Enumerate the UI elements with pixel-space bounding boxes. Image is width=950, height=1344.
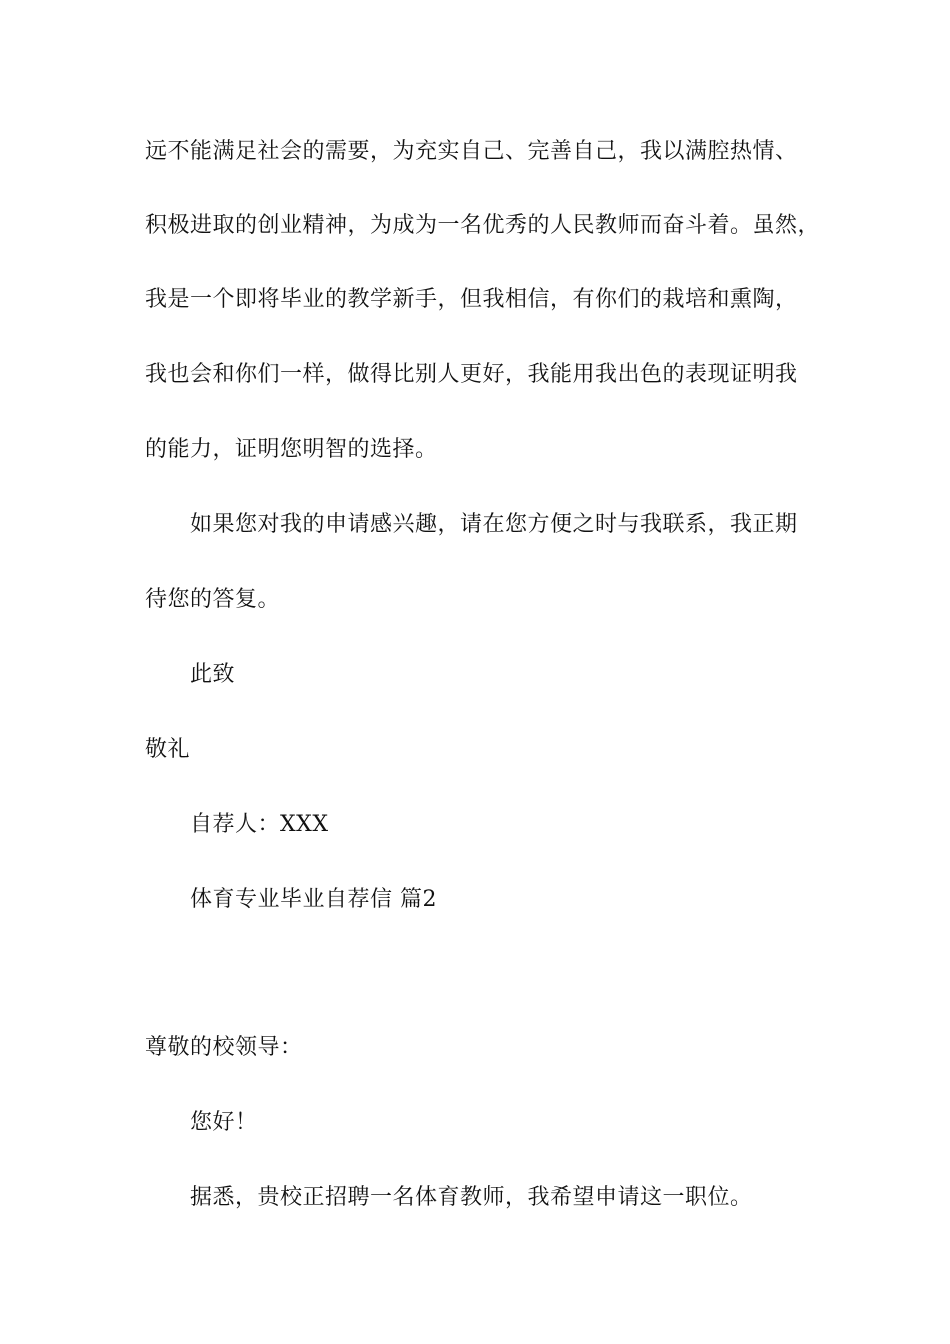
opening-line: 据悉，贵校正招聘一名体育教师，我希望申请这一职位。	[190, 1185, 753, 1210]
paragraph-line: 远不能满足社会的需要，为充实自己、完善自己，我以满腔热情、	[145, 139, 798, 164]
paragraph-line: 如果您对我的申请感兴趣，请在您方便之时与我联系，我正期	[190, 512, 798, 537]
greeting: 您好！	[190, 1110, 258, 1135]
paragraph-line: 待您的答复。	[145, 587, 281, 612]
paragraph-line: 我也会和你们一样，做得比别人更好，我能用我出色的表现证明我	[145, 362, 798, 387]
paragraph-line: 积极进取的创业精神，为成为一名优秀的人民教师而奋斗着。虽然，	[145, 213, 821, 238]
section-title: 体育专业毕业自荐信 篇2	[190, 887, 437, 912]
signature: 自荐人：XXX	[190, 812, 329, 837]
paragraph-line: 的能力，证明您明智的选择。	[145, 437, 438, 462]
closing-line: 此致	[190, 662, 236, 687]
closing-line: 敬礼	[145, 737, 191, 762]
paragraph-line: 我是一个即将毕业的教学新手，但我相信，有你们的栽培和熏陶，	[145, 287, 798, 312]
salutation: 尊敬的校领导：	[145, 1035, 303, 1060]
